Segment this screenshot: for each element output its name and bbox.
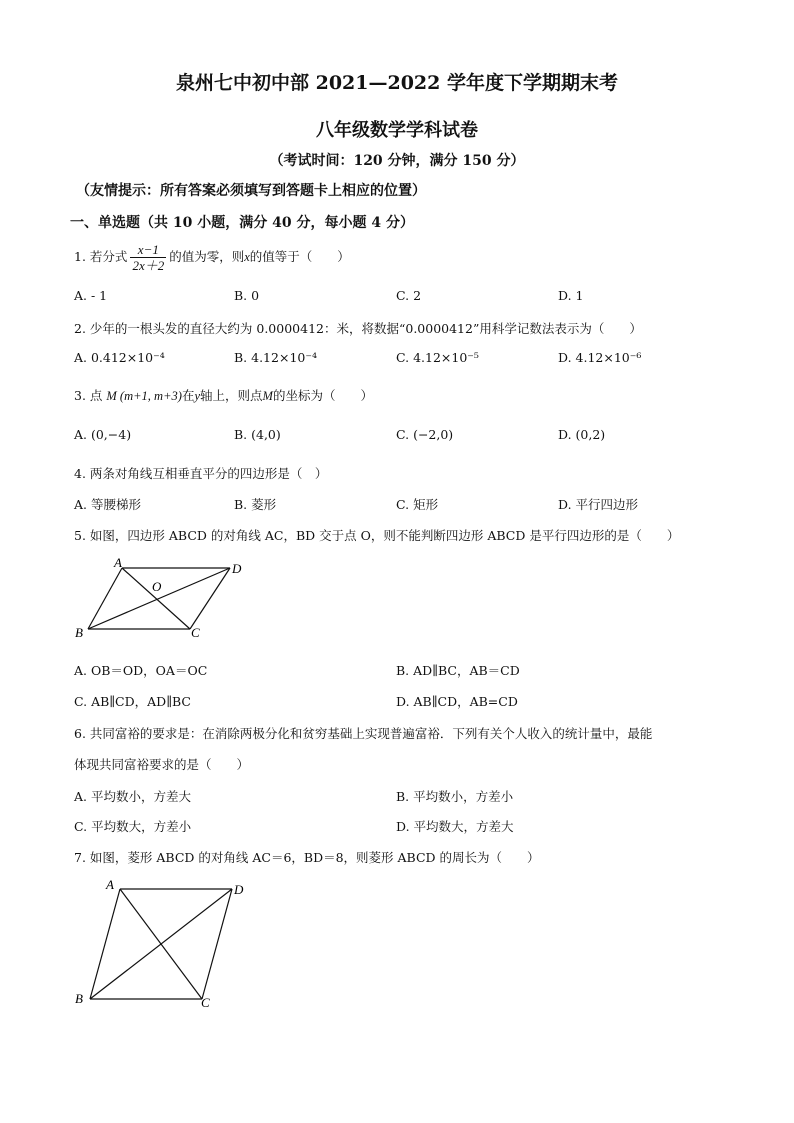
q5-option-d[interactable]: D. AB∥CD，AB=CD xyxy=(396,694,518,709)
q5-label-a: A xyxy=(114,555,122,570)
q1-numerator: x−1 xyxy=(130,242,166,258)
q1-option-b[interactable]: B. 0 xyxy=(234,288,260,303)
q4-option-b[interactable]: B. 菱形 xyxy=(234,497,277,512)
exam-subtitle: 八年级数学学科试卷 xyxy=(316,120,478,141)
question-4: 4. 两条对角线互相垂直平分的四边形是（ ） xyxy=(74,466,328,481)
q4-option-a[interactable]: A. 等腰梯形 xyxy=(74,497,141,512)
question-5: 5. 如图，四边形 ABCD 的对角线 AC，BD 交于点 O，则不能判断四边形 ABCD 是平行四边形的是（ ） xyxy=(74,528,680,543)
q2-option-d[interactable]: D. 4.12×10⁻⁶ xyxy=(558,350,642,365)
q1-option-c[interactable]: C. 2 xyxy=(396,288,422,303)
q4-option-c[interactable]: C. 矩形 xyxy=(396,497,439,512)
q5-diagonal-ac xyxy=(122,568,190,629)
question-1 xyxy=(74,242,350,273)
q7-rhombus-figure xyxy=(70,875,260,1015)
q5-label-b: B xyxy=(75,625,83,640)
exam-title: 泉州七中初中部 2021—2022 学年度下学期期末考 xyxy=(176,72,618,94)
q3-option-c[interactable]: C. (−2,0) xyxy=(396,427,454,442)
q5-edge-ba xyxy=(88,568,122,629)
q3-mid: 在 xyxy=(181,388,195,403)
question-6-line-2: 体现共同富裕要求的是（ ） xyxy=(74,757,250,772)
q7-label-a: A xyxy=(106,877,114,892)
q3-pre: 3. 点 xyxy=(74,388,103,403)
q7-edge-ba xyxy=(90,889,120,999)
tip-note: （友情提示：所有答案必须填写到答题卡上相应的位置） xyxy=(76,183,426,199)
q7-label-b: B xyxy=(75,991,83,1006)
q1-option-d[interactable]: D. 1 xyxy=(558,288,584,303)
q5-diagonal-bd xyxy=(88,568,230,629)
q3-expr: M (m+1, m+3) xyxy=(106,389,182,403)
q5-label-o: O xyxy=(152,579,162,594)
q1-option-a[interactable]: A. - 1 xyxy=(74,288,108,303)
q1-var: x xyxy=(244,250,250,264)
q1-pre: 若分式 xyxy=(89,249,128,264)
question-7: 7. 如图，菱形 ABCD 的对角线 AC＝6，BD＝8，则菱形 ABCD 的周长为（ ） xyxy=(74,850,540,865)
q3-var: y xyxy=(194,389,201,403)
q5-option-b[interactable]: B. AD∥BC，AB＝CD xyxy=(396,663,520,678)
q5-option-c[interactable]: C. AB∥CD，AD∥BC xyxy=(74,694,191,709)
q5-parallelogram-figure xyxy=(70,555,260,645)
question-3 xyxy=(74,386,373,404)
q7-edge-dc xyxy=(202,889,232,999)
q2-option-b[interactable]: B. 4.12×10⁻⁴ xyxy=(234,350,317,365)
q6-option-d[interactable]: D. 平均数大，方差大 xyxy=(396,819,514,834)
q2-option-c[interactable]: C. 4.12×10⁻⁵ xyxy=(396,350,479,365)
q3-option-b[interactable]: B. (4,0) xyxy=(234,427,281,442)
q1-fraction xyxy=(130,242,166,273)
q4-option-d[interactable]: D. 平行四边形 xyxy=(558,497,639,512)
q3-option-d[interactable]: D. (0,2) xyxy=(558,427,606,442)
q3-post: 轴上，则点 xyxy=(200,388,263,403)
section-heading: 一、单选题（共 10 小题，满分 40 分，每小题 4 分） xyxy=(70,215,414,231)
q6-option-c[interactable]: C. 平均数大，方差小 xyxy=(74,819,192,834)
q1-post: 的值为零，则 xyxy=(169,249,245,264)
question-2: 2. 少年的一根头发的直径大约为 0.0000412：米，将数据“0.0000412”用科学记数法表示为（ ） xyxy=(74,321,642,336)
q1-post2: 的值等于（ ） xyxy=(249,249,350,264)
q5-label-d: D xyxy=(232,561,242,576)
time-note: （考试时间：120 分钟，满分 150 分） xyxy=(269,153,525,169)
q5-option-a[interactable]: A. OB＝OD，OA＝OC xyxy=(74,663,208,678)
q7-label-d: D xyxy=(234,882,244,897)
q2-option-a[interactable]: A. 0.412×10⁻⁴ xyxy=(74,350,165,365)
q3-post2: 的坐标为（ ） xyxy=(272,388,373,403)
q6-option-b[interactable]: B. 平均数小，方差小 xyxy=(396,789,514,804)
q5-label-c: C xyxy=(191,625,200,640)
q7-label-c: C xyxy=(201,995,210,1010)
q1-denominator: 2x＋2 xyxy=(132,258,165,273)
q6-option-a[interactable]: A. 平均数小，方差大 xyxy=(74,789,191,804)
q7-diagonal-bd xyxy=(90,889,232,999)
question-6-line-1: 6. 共同富裕的要求是：在消除两极分化和贫穷基础上实现普遍富裕．下列有关个人收入的统计量中，最能 xyxy=(74,726,653,741)
q3-option-a[interactable]: A. (0,−4) xyxy=(74,427,132,442)
q1-number: 1. xyxy=(74,249,86,264)
q3-var2: M xyxy=(262,389,273,403)
